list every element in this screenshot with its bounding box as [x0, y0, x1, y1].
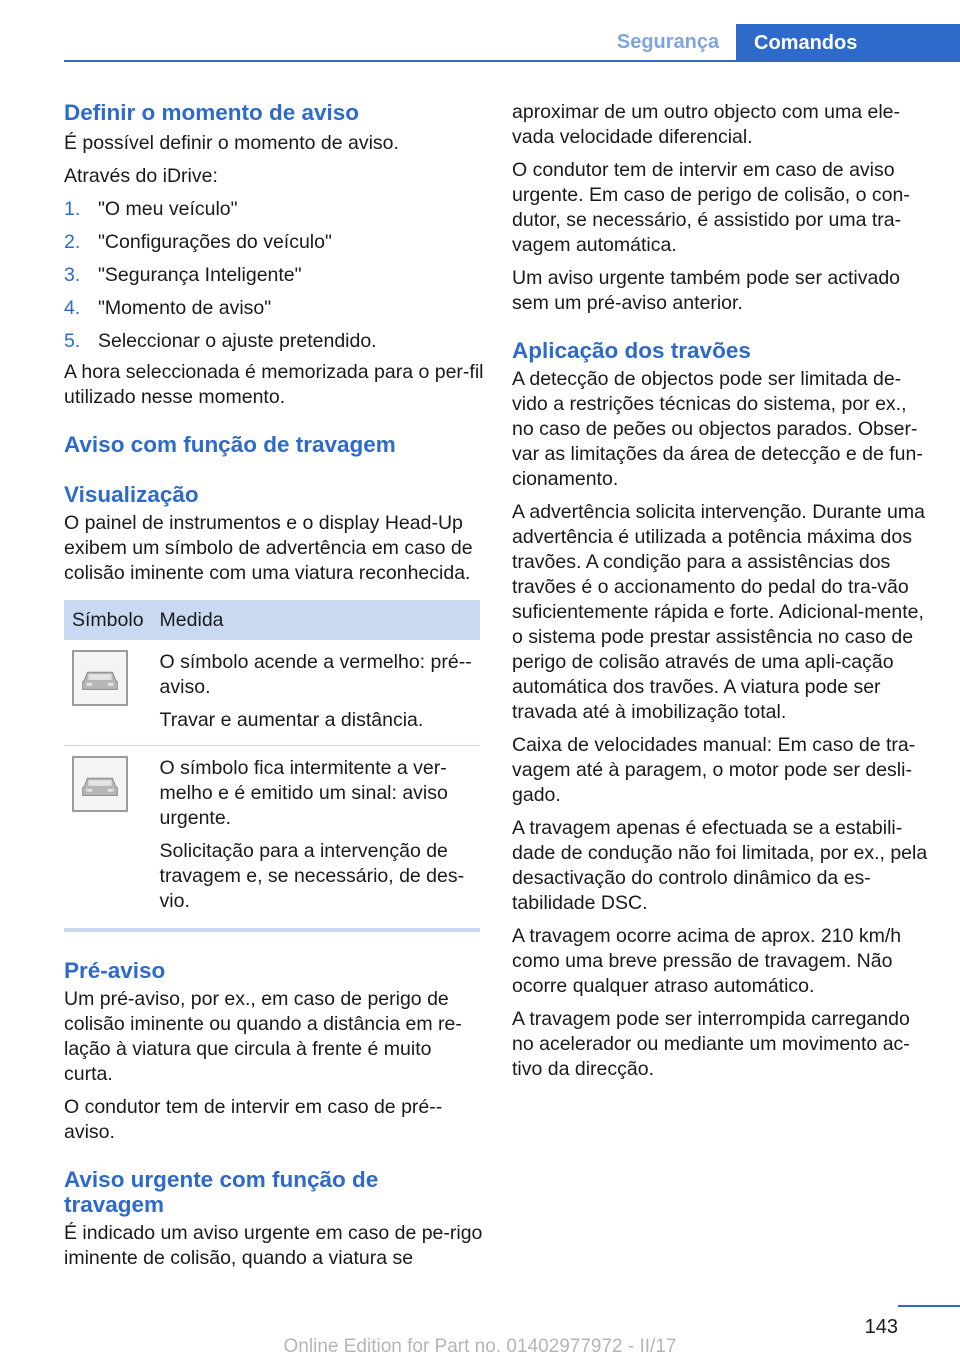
- paragraph: A hora seleccionada é memorizada para o per-fil utilizado nesse momento.: [64, 361, 484, 408]
- left-column: [64, 100, 484, 1271]
- edition-footer: Online Edition for Part no. 01402977972 - II/17: [283, 1336, 677, 1357]
- paragraph: Um aviso urgente também pode ser activado sem um pré-aviso anterior.: [512, 267, 901, 314]
- right-column: [512, 100, 932, 1082]
- list-item: 4. "Momento de aviso": [64, 297, 272, 319]
- paragraph: O condutor tem de intervir em caso de pré--aviso.: [64, 1096, 443, 1143]
- paragraph: O condutor tem de intervir em caso de aviso urgente. Em caso de perigo de colisão, o con-dutor, se necessário, é assistido por uma tra-vagem automática.: [512, 159, 910, 256]
- table-header-measure: Medida: [152, 600, 480, 640]
- paragraph: É possível definir o momento de aviso.: [64, 132, 399, 154]
- table-cell-text: Solicitação para a intervenção de travagem e, se necessário, de des-vio.: [159, 840, 465, 912]
- heading-urgente: Aviso urgente com função de travagem: [64, 1167, 379, 1217]
- heading-preaviso: Pré-aviso: [64, 958, 166, 983]
- paragraph: A detecção de objectos pode ser limitada de-vido a restrições técnicas do sistema, por ex., no caso de peões ou objectos parados. Obser-var as limitações da área de detecção e de fun-cionamento.: [512, 368, 923, 490]
- section-tab: Segurança: [616, 31, 720, 53]
- paragraph: A advertência solicita intervenção. Durante uma advertência é utilizada a potência máxima dos travões. A condição para a assistências dos travões é o accionamento do pedal do tra-vão suficientemente rápida e forte. Adicional-mente, o sistema pode prestar assistência no caso de perigo de colisão através de uma apli-cação automática dos travões. A viatura pode ser travada até à imobilização total.: [512, 501, 925, 723]
- table-cell-text: O símbolo fica intermitente a ver-melho e é emitido um sinal: aviso urgente.: [159, 757, 448, 829]
- table-cell-text: Travar e aumentar a distância.: [159, 709, 424, 731]
- header-rule: [64, 60, 960, 62]
- car-warning-icon: [72, 756, 128, 812]
- heading-aviso-funcao: Aviso com função de travagem: [64, 432, 396, 457]
- steps-list: [64, 197, 484, 354]
- table-header-symbol: Símbolo: [64, 600, 152, 640]
- paragraph: A travagem apenas é efectuada se a estabili-dade de condução não foi limitada, por ex., pela desactivação do controlo dinâmico da es-tabilidade DSC.: [512, 817, 928, 914]
- paragraph: É indicado um aviso urgente em caso de pe-rigo iminente de colisão, quando a viatura se: [64, 1222, 483, 1269]
- paragraph: A travagem pode ser interrompida carregando no acelerador ou mediante um movimento ac-tivo da direcção.: [512, 1008, 910, 1080]
- list-item: 3. "Segurança Inteligente": [64, 264, 302, 286]
- list-item: 1. "O meu veículo": [64, 198, 238, 220]
- heading-aplicacao: Aplicação dos travões: [512, 338, 751, 363]
- heading-visualizacao: Visualização: [64, 482, 199, 507]
- paragraph: aproximar de um outro objecto com uma ele-vada velocidade diferencial.: [512, 101, 901, 148]
- symbol-table: [64, 600, 480, 926]
- table-row: [64, 640, 480, 746]
- paragraph: O painel de instrumentos e o display Head-Up exibem um símbolo de advertência em caso de colisão iminente com uma viatura reconhecida.: [64, 512, 473, 584]
- table-cell-text: O símbolo acende a vermelho: pré--aviso.: [159, 651, 472, 698]
- page-number: 143: [864, 1316, 898, 1338]
- heading-definir: Definir o momento de aviso: [64, 100, 360, 125]
- list-item: 2. "Configurações do veículo": [64, 231, 332, 253]
- footer-rule: [898, 1305, 960, 1307]
- list-item: 5. Seleccionar o ajuste pretendido.: [64, 330, 377, 352]
- paragraph: Caixa de velocidades manual: Em caso de tra-vagem até à paragem, o motor pode ser desli-gado.: [512, 734, 916, 806]
- paragraph: Um pré-aviso, por ex., em caso de perigo de colisão iminente ou quando a distância em re-lação à viatura que circula à frente é muito curta.: [64, 988, 462, 1085]
- paragraph: Através do iDrive:: [64, 165, 218, 187]
- paragraph: A travagem ocorre acima de aprox. 210 km/h como uma breve pressão de travagem. Não ocorre qualquer atraso automático.: [512, 925, 902, 997]
- table-row: [64, 746, 480, 927]
- car-warning-icon: [72, 650, 128, 706]
- page-header: [0, 0, 960, 62]
- chapter-tab: Comandos: [736, 24, 960, 62]
